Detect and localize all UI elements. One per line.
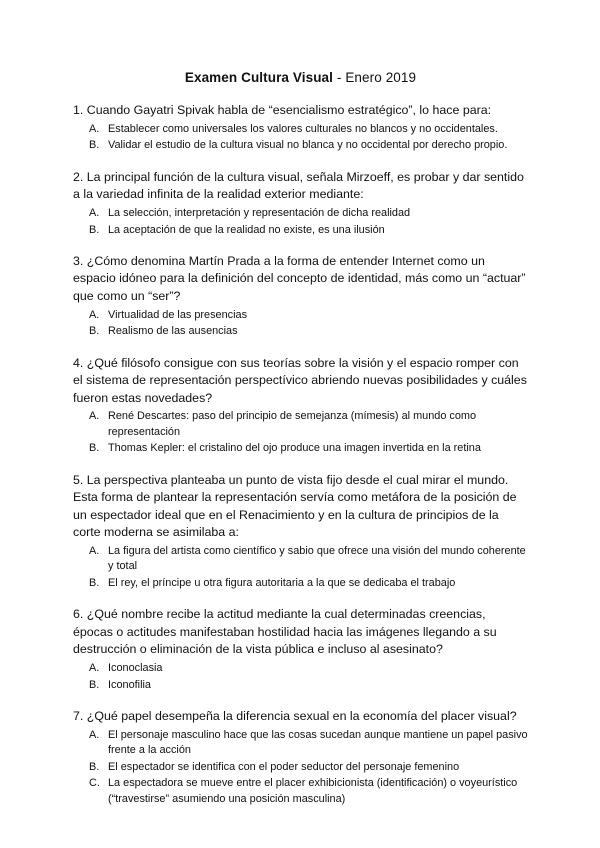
option-text: Realismo de las ausencias <box>108 325 238 338</box>
option-text: Virtualidad de las presencias <box>108 308 248 321</box>
option-letter: A. <box>89 544 100 557</box>
option-list <box>73 544 528 591</box>
option-b <box>73 760 528 775</box>
option-list <box>73 728 528 807</box>
option-letter: A. <box>89 308 100 321</box>
option-text: El rey, el príncipe u otra figura autoritaria a la que se dedicaba el trabajo <box>108 576 456 589</box>
option-letter: A. <box>89 728 100 741</box>
question-text: 3. ¿Cómo denomina Martín Prada a la forma de entender Internet como un espacio idóneo para la definición del concepto de identidad, más como un “actuar” que como un “ser”? <box>73 253 526 303</box>
option-text: La figura del artista como científico y sabio que ofrece una visión del mundo coherente y total <box>108 544 526 573</box>
question-1 <box>73 102 528 154</box>
option-b <box>73 678 528 693</box>
option-b <box>73 576 528 591</box>
option-letter: B. <box>89 442 100 455</box>
option-b <box>73 441 528 456</box>
option-a <box>73 544 528 574</box>
option-text: Validar el estudio de la cultura visual no blanca y no occidental por derecho propio. <box>108 139 508 152</box>
option-a <box>73 122 528 137</box>
option-text: La aceptación de que la realidad no existe, es una ilusión <box>108 223 385 236</box>
question-6 <box>73 606 528 693</box>
option-letter: A. <box>89 122 100 135</box>
question-text: 4. ¿Qué filósofo consigue con sus teorías sobre la visión y el espacio romper con el sistema de representación perspectívico abriendo nuevas posibilidades y cuáles fueron estas novedades? <box>73 355 527 405</box>
option-list <box>73 409 528 456</box>
option-letter: B. <box>89 325 100 338</box>
question-text: 5. La perspectiva planteaba un punto de vista fijo desde el cual mirar el mundo. Esta forma de plantear la representación servía como metáfora de la posición de un espectador ideal que en el Renacimiento y en la cultura de principios de la corte moderna se asimilaba a: <box>73 472 517 540</box>
question-3 <box>73 253 528 340</box>
option-text: La selección, interpretación y representación de dicha realidad <box>108 206 411 219</box>
option-b <box>73 138 528 153</box>
option-list <box>73 206 528 238</box>
question-4 <box>73 355 528 457</box>
question-2 <box>73 169 528 238</box>
option-c <box>73 776 528 806</box>
option-letter: B. <box>89 678 100 691</box>
option-text: René Descartes: paso del principio de semejanza (mímesis) al mundo como representación <box>108 410 477 438</box>
option-letter: B. <box>89 760 100 773</box>
option-letter: A. <box>89 410 100 423</box>
question-text: 1. Cuando Gayatri Spivak habla de “esencialismo estratégico”, lo hace para: <box>73 103 492 117</box>
option-text: Iconoclasia <box>108 661 163 674</box>
question-7 <box>73 708 528 807</box>
question-text: 7. ¿Qué papel desempeña la diferencia sexual en la economía del placer visual? <box>73 708 517 723</box>
option-text: El personaje masculino hace que las cosas sucedan aunque mantiene un papel pasivo frente a la acción <box>108 728 528 756</box>
option-a <box>73 728 528 758</box>
option-letter: B. <box>89 576 100 589</box>
option-text: Establecer como universales los valores culturales no blancos y no occidentales. <box>108 122 498 135</box>
exam-title-date: - Enero 2019 <box>333 70 417 85</box>
option-b <box>73 223 528 238</box>
option-a <box>73 206 528 221</box>
option-list <box>73 122 528 154</box>
option-a <box>73 661 528 676</box>
option-letter: B. <box>89 223 100 236</box>
option-text: El espectador se identifica con el poder seductor del personaje femenino <box>108 760 460 773</box>
question-5 <box>73 472 528 592</box>
exam-title <box>73 70 528 85</box>
question-text: 6. ¿Qué nombre recibe la actitud mediante la cual determinadas creencias, épocas o actitudes manifestaban hostilidad hacia las imágenes llegando a su destrucción o eliminación de la vista pública e incluso al asesinato? <box>73 607 497 657</box>
question-text: 2. La principal función de la cultura visual, señala Mirzoeff, es probar y dar sentido a la variedad infinita de la realidad exterior mediante: <box>73 169 524 202</box>
option-list <box>73 661 528 693</box>
option-letter: B. <box>89 139 100 152</box>
option-a <box>73 308 528 323</box>
option-text: La espectadora se mueve entre el placer exhibicionista (identificación) o voyeurístico (“travestirse” asumiendo una posición masculina) <box>108 777 518 805</box>
option-letter: C. <box>89 777 100 790</box>
option-letter: A. <box>89 661 100 674</box>
option-text: Iconofilia <box>108 678 151 691</box>
exam-title-bold: Examen Cultura Visual <box>184 70 334 85</box>
option-list <box>73 308 528 340</box>
option-b <box>73 324 528 339</box>
option-text: Thomas Kepler: el cristalino del ojo produce una imagen invertida en la retina <box>108 442 481 455</box>
option-letter: A. <box>89 206 100 219</box>
option-a <box>73 409 528 439</box>
